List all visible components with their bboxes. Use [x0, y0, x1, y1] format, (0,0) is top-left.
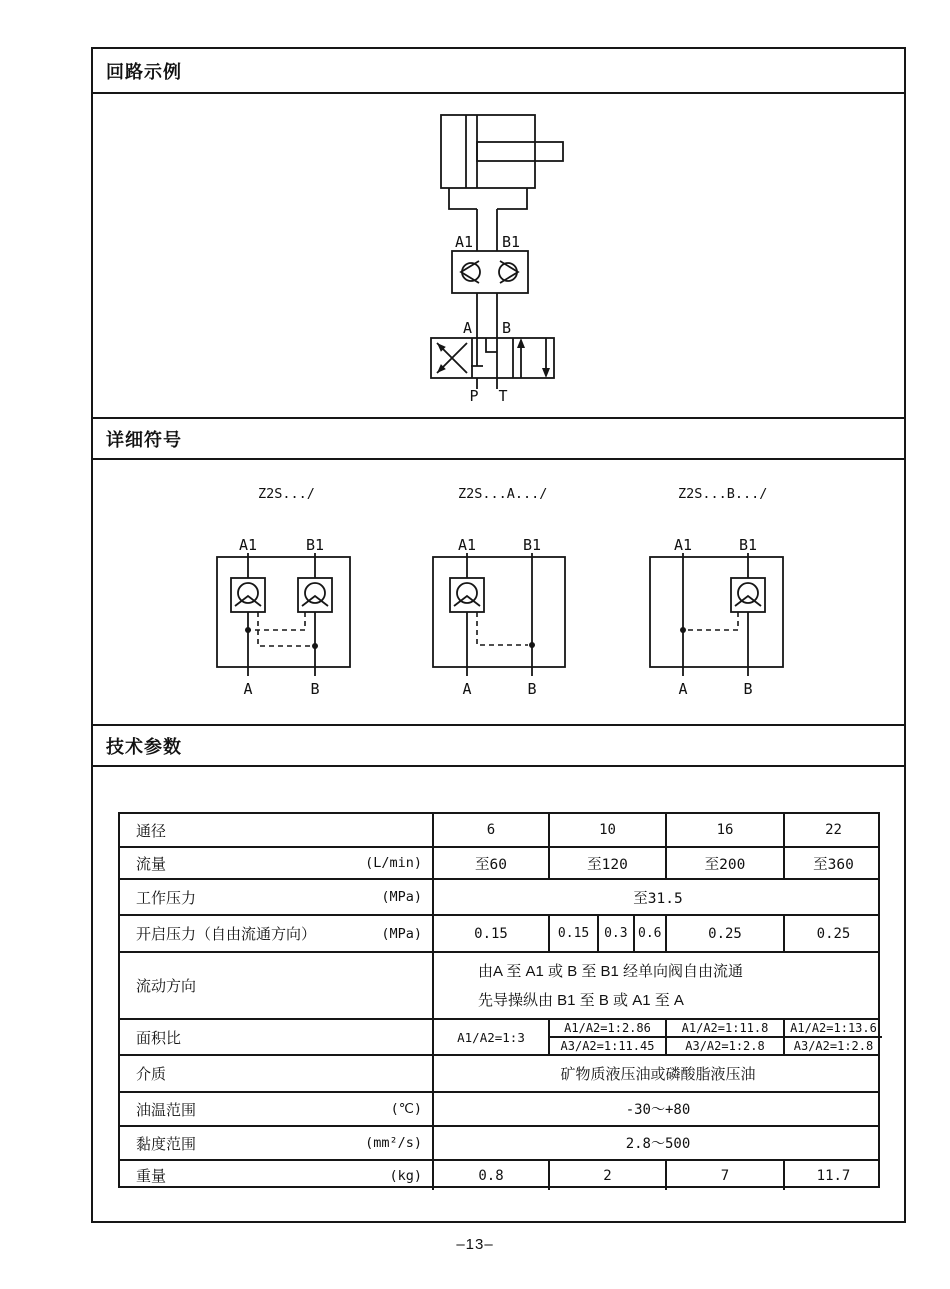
spec-value-line: 先导操纵由 B1 至 B 或 A1 至 A — [478, 991, 684, 1009]
spec-label: 通径 — [136, 822, 167, 840]
port-label-b: B — [527, 680, 537, 698]
spec-value-group — [548, 1020, 665, 1054]
spec-value-group — [548, 916, 665, 951]
spec-unit: (MPa) — [381, 889, 422, 905]
spec-table — [118, 812, 880, 1188]
table-row-fluid — [120, 1054, 878, 1091]
spec-label-cell — [120, 880, 432, 914]
spec-value: A1/A2=1:13.6 — [785, 1020, 882, 1038]
spec-value: 7 — [665, 1161, 783, 1190]
table-row-working-pressure — [120, 878, 878, 914]
spec-value-group — [783, 1020, 882, 1054]
circuit-example-diagram — [420, 105, 575, 405]
spec-label-cell — [120, 1020, 432, 1054]
port-label-p: P — [469, 387, 479, 405]
section-header-circuit — [93, 49, 904, 94]
spec-value: A3/A2=1:11.45 — [560, 1039, 655, 1053]
spec-label: 流量 — [136, 855, 167, 873]
spec-label: 面积比 — [136, 1029, 182, 1047]
spec-value: 16 — [665, 814, 783, 846]
port-label-b: B — [310, 680, 320, 698]
spec-value: 至120 — [548, 848, 665, 878]
spec-label: 介质 — [136, 1066, 167, 1083]
spec-value: 0.8 — [432, 1161, 548, 1190]
spec-value: A3/A2=1:2.8 — [793, 1039, 874, 1053]
port-label-b1: B1 — [502, 233, 521, 251]
section-header-symbols — [93, 417, 904, 460]
spec-value-line: 由A 至 A1 或 B 至 B1 经单向阀自由流通 — [478, 962, 744, 980]
flow-arrowheads — [437, 338, 550, 378]
spec-value: 0.3 — [597, 916, 632, 951]
table-row-flow-direction — [120, 951, 878, 1018]
spec-value: A3/A2=1:2.8 — [685, 1039, 765, 1053]
spec-label: 油温范围 — [136, 1101, 197, 1119]
spec-label: 重量 — [136, 1168, 167, 1185]
spec-value: 0.15 — [557, 926, 590, 941]
spec-value: A1/A2=1:11.8 — [667, 1020, 783, 1038]
port-label-a1: A1 — [457, 536, 477, 554]
port-label-a1: A1 — [454, 233, 473, 251]
spec-value: 0.15 — [432, 916, 548, 951]
hydraulic-cylinder — [441, 115, 563, 251]
table-row-viscosity — [120, 1125, 878, 1159]
spec-value: 10 — [548, 814, 665, 846]
port-label-a: A — [462, 319, 472, 337]
variant-code-2: Z2S...A.../ — [458, 486, 548, 502]
spec-unit: (kg) — [389, 1167, 422, 1184]
port-label-b1: B1 — [522, 536, 542, 554]
table-row-weight — [120, 1159, 878, 1190]
spec-label-cell — [120, 1127, 432, 1159]
table-row-cracking-pressure — [120, 914, 878, 951]
spec-value: 2 — [548, 1161, 665, 1190]
spec-label-cell — [120, 1161, 432, 1190]
spec-value: 至360 — [783, 848, 882, 878]
spec-value: 11.7 — [783, 1161, 882, 1190]
port-label-a1: A1 — [673, 536, 693, 554]
spec-label-cell — [120, 953, 432, 1018]
symbol-z2s-a — [433, 536, 565, 698]
port-label-a1: A1 — [238, 536, 258, 554]
spec-value: 至200 — [665, 848, 783, 878]
port-label-a: A — [678, 680, 688, 698]
variant-codes — [258, 486, 767, 502]
section-header-specs — [93, 724, 904, 767]
spec-label-cell — [120, 1093, 432, 1125]
spec-value: 6 — [432, 814, 548, 846]
spec-value: 22 — [783, 814, 882, 846]
spec-value: -30～+80 — [432, 1093, 882, 1125]
section-title: 回路示例 — [106, 61, 182, 82]
spec-value: 2.8～500 — [432, 1127, 882, 1159]
spec-label: 工作压力 — [136, 889, 197, 907]
spec-value-group — [665, 1020, 783, 1054]
spec-value: 矿物质液压油或磷酸脂液压油 — [432, 1056, 882, 1091]
spec-label: 流动方向 — [136, 978, 197, 995]
port-label-a: A — [462, 680, 472, 698]
table-row-oil-temperature — [120, 1091, 878, 1125]
table-row-diameter — [120, 814, 878, 846]
spec-value: 至31.5 — [432, 880, 882, 914]
circuit-port-labels — [455, 233, 520, 405]
spec-value: A1/A2=1:3 — [432, 1020, 548, 1054]
spec-value: 0.6 — [633, 916, 665, 951]
spec-unit: (L/min) — [365, 855, 422, 871]
port-label-b1: B1 — [305, 536, 325, 554]
spec-value: 0.25 — [783, 916, 882, 951]
detailed-symbols-diagram — [190, 478, 820, 708]
port-label-b1: B1 — [738, 536, 758, 554]
spec-value: 0.25 — [665, 916, 783, 951]
variant-code-3: Z2S...B.../ — [678, 486, 768, 502]
port-label-b: B — [502, 319, 512, 337]
spec-unit: (mm²/s) — [365, 1135, 422, 1151]
variant-code-1: Z2S.../ — [258, 486, 315, 502]
table-row-area-ratio — [120, 1018, 878, 1054]
symbol-z2s-b — [650, 536, 783, 698]
port-label-t: T — [498, 387, 508, 405]
spec-label: 开启压力（自由流通方向） — [136, 926, 317, 943]
port-label-a: A — [243, 680, 253, 698]
spec-unit: (℃) — [390, 1101, 422, 1117]
table-row-flow — [120, 846, 878, 878]
symbol-z2s — [217, 536, 350, 698]
directional-valve — [431, 338, 554, 389]
spec-label-cell — [120, 1056, 432, 1091]
spec-label-cell — [120, 848, 432, 878]
port-label-b: B — [743, 680, 753, 698]
page-number: –13– — [456, 1236, 494, 1253]
section-title: 详细符号 — [106, 429, 182, 450]
spec-label-cell — [120, 814, 432, 846]
spec-label: 黏度范围 — [136, 1135, 197, 1153]
spec-value: A1/A2=1:2.86 — [550, 1020, 665, 1038]
spec-value-group — [432, 953, 882, 1018]
spec-unit: (MPa) — [381, 925, 422, 942]
spec-label-cell — [120, 916, 432, 951]
section-title: 技术参数 — [106, 736, 182, 757]
spec-value: 至60 — [432, 848, 548, 878]
